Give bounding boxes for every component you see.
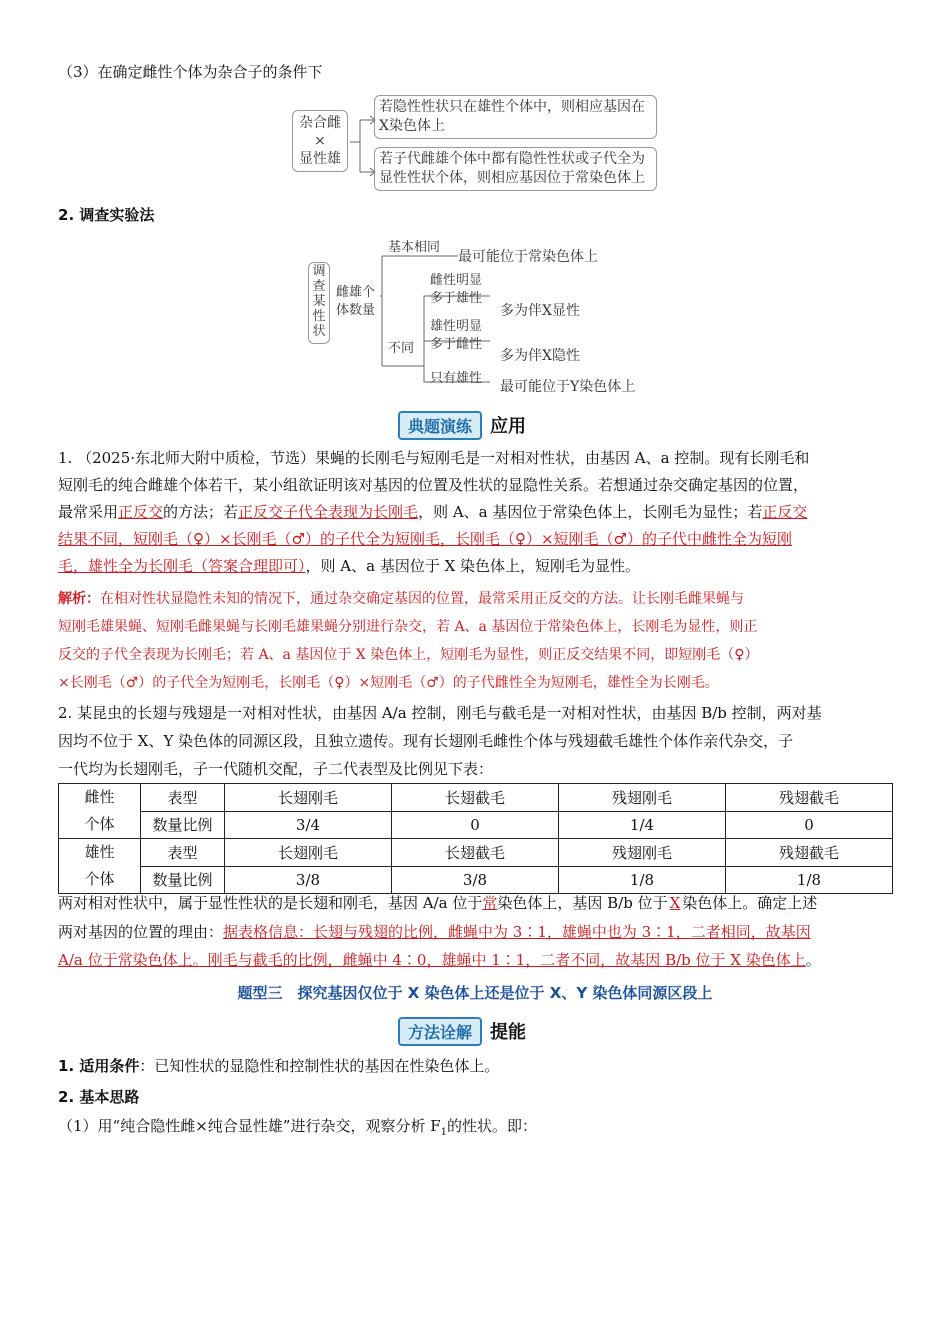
- analysis-line-2: 短刚毛雄果蝇、短刚毛雌果蝇与长刚毛雄果蝇分别进行杂交，若 A、a 基因位于常染色体上，长刚毛为显性，则正: [58, 619, 758, 635]
- female-header-2: 个体: [84, 815, 115, 833]
- ratio-label: 数量比例: [141, 866, 225, 894]
- table-cell: 3/4: [225, 811, 392, 839]
- answer-blank: A/a 位于常染色体上。刚毛与截毛的比例，雌蝇中 4∶0，雄蝇中 1∶1，二者不同，故基因 B/b 位于 X 染色体上: [58, 951, 806, 969]
- branch1-result: 多为伴X显性: [500, 303, 580, 319]
- q1-l5-text: ，则 A、a 基因位于 X 染色体上，短刚毛为显性。: [305, 557, 641, 575]
- survey-char-1: 调: [312, 264, 326, 279]
- s2p1-sub: 1: [440, 1127, 448, 1138]
- male-header-2: 个体: [84, 870, 115, 888]
- s2p1-text: 的性状。即：: [447, 1117, 538, 1135]
- result-top-line-2: X染色体上: [379, 118, 445, 134]
- q1-l3-text: 最常采用: [58, 503, 119, 521]
- male-header-1: 雄性: [84, 843, 115, 861]
- table-row: [59, 866, 893, 894]
- branch2-result: 多为伴X隐性: [500, 348, 580, 364]
- type3-title: 题型三 探究基因仅位于 X 染色体上还是位于 X、Y 染色体同源区段上: [237, 984, 713, 1002]
- q2-line-3: 一代均为长翅刚毛，子一代随机交配，子二代表型及比例见下表：: [58, 760, 494, 778]
- analysis-label: 解析：: [58, 591, 100, 607]
- q2-ans-text: 染色体上，基因 B/b 位于: [497, 894, 668, 912]
- same-label: 基本相同: [388, 240, 441, 255]
- s1-text: ：已知性状的显隐性和控制性状的基因在性染色体上。: [139, 1057, 500, 1075]
- same-result: 最可能位于常染色体上: [458, 249, 598, 265]
- answer-blank: 常: [482, 894, 498, 912]
- survey-char-5: 状: [312, 324, 326, 339]
- count-label-1: 雌雄个: [336, 285, 376, 300]
- s1-num: 1: [58, 1057, 69, 1075]
- q2-ans-text: 。: [805, 951, 821, 969]
- s2p1-text: （1）用“纯合隐性雌×纯合显性雄”进行杂交，观察分析 F: [58, 1117, 441, 1135]
- table-cell: 1/4: [559, 811, 726, 839]
- q1-line-4: 结果不同，短刚毛（♀）×长刚毛（♂）的子代全为短刚毛，长刚毛（♀）×短刚毛（♂）的子代中雌性全为短刚: [58, 530, 792, 548]
- q2-ans-text: 染色体上。确定上述: [682, 894, 818, 912]
- q2-line-1: 2. 某昆虫的长翅与残翅是一对相对性状，由基因 A/a 控制，刚毛与截毛是一对相对性状，由基因 B/b 控制，两对基: [58, 704, 822, 722]
- section2-title: 调查实验法: [79, 206, 155, 224]
- table-row: [59, 784, 893, 812]
- part3-heading: （3）在确定雌性个体为杂合子的条件下: [58, 63, 323, 81]
- q2-ans-text: 两对基因的位置的理由：: [58, 923, 224, 941]
- s2-num: 2: [58, 1088, 69, 1106]
- banner-application: [398, 410, 526, 440]
- q2-ans-line-1: [58, 893, 893, 913]
- answer-blank: 正反交: [762, 503, 808, 521]
- section2-num: 2: [58, 206, 69, 224]
- ratio-label: 数量比例: [141, 811, 225, 839]
- banner-method: [398, 1016, 526, 1046]
- survey-char-3: 某: [312, 294, 326, 309]
- banner-pill: 方法诠解: [398, 1017, 482, 1046]
- q2-ans-text: 两对相对性状中，属于显性性状的是长翅和刚毛，基因 A/a 位于: [58, 894, 483, 912]
- branch1-label: [430, 272, 482, 308]
- count-label-2: 体数量: [336, 303, 376, 318]
- branch3-label: 只有雄性: [430, 371, 483, 386]
- answer-blank: 正反交: [118, 503, 164, 521]
- branch2-label: [430, 318, 482, 354]
- pheno-label: 表型: [141, 784, 225, 812]
- cross-line-2: ×: [314, 133, 326, 149]
- table-row: [59, 839, 893, 867]
- result-bottom-line-1: 若子代雌雄个体中都有隐性性状或子代全为: [379, 151, 645, 167]
- q1-line-3: [58, 502, 893, 522]
- banner-after: 提能: [490, 1022, 527, 1043]
- female-header-1: 雌性: [84, 788, 115, 806]
- banner-after: 应用: [490, 416, 527, 437]
- branch2-label-1: 雄性明显: [430, 319, 483, 334]
- cross-box: [292, 110, 348, 172]
- table-cell: 长翅截毛: [392, 839, 559, 867]
- answer-blank: 据表格信息：长翅与残翅的比例，雌蝇中为 3∶1，雄蝇中也为 3∶1，二者相同，故基因: [223, 923, 811, 941]
- q1-l3-text: ，则 A、a 基因位于常染色体上，长刚毛为显性；若: [418, 503, 763, 521]
- table-cell: 残翅刚毛: [559, 784, 726, 812]
- answer-blank: X: [669, 894, 681, 912]
- q1-line-5: [58, 556, 893, 576]
- q1-line-1: 1. （2025·东北师大附中质检，节选）果蝇的长刚毛与短刚毛是一对相对性状，由基因 A、a 控制。现有长刚毛和: [58, 449, 810, 467]
- analysis-text: 在相对性状显隐性未知的情况下，通过杂交确定基因的位置，最常采用正反交的方法。让长刚毛雌果蝇与: [100, 591, 744, 607]
- survey-box: [308, 262, 330, 344]
- result-top-line-1: 若隐性性状只在雄性个体中，则相应基因在: [379, 99, 645, 115]
- result-box-bottom: [374, 147, 657, 191]
- phenotype-table: [58, 783, 893, 894]
- answer-blank: 正反交子代全表现为长刚毛: [238, 503, 419, 521]
- q2-ans-line-3: [58, 950, 893, 970]
- branch3-result: 最可能位于Y染色体上: [500, 379, 636, 395]
- s2-title: 基本思路: [79, 1088, 140, 1106]
- male-header: [59, 839, 141, 894]
- table-cell: 长翅截毛: [392, 784, 559, 812]
- table-cell: 1/8: [559, 866, 726, 894]
- applicable-conditions: 1. 适用条件：已知性状的显隐性和控制性状的基因在性染色体上。: [58, 1057, 500, 1075]
- analysis-line-1: [58, 589, 893, 609]
- analysis-line-4: ×长刚毛（♂）的子代全为短刚毛，长刚毛（♀）×短刚毛（♂）的子代雌性全为短刚毛，雄性全为长刚毛。: [58, 675, 719, 691]
- cross-line-1: 杂合雌: [299, 115, 341, 131]
- s2-para-1: [58, 1116, 893, 1143]
- table-cell: 长翅刚毛: [225, 839, 392, 867]
- table-cell: 残翅截毛: [726, 839, 893, 867]
- female-header: [59, 784, 141, 839]
- table-cell: 3/8: [392, 866, 559, 894]
- q1-line-2: 短刚毛的纯合雌雄个体若干，某小组欲证明该对基因的位置及性状的显隐性关系。若想通过杂交确定基因的位置，: [58, 476, 809, 494]
- table-cell: 0: [392, 811, 559, 839]
- table-cell: 0: [726, 811, 893, 839]
- table-cell: 3/8: [225, 866, 392, 894]
- q2-ans-line-2: [58, 922, 893, 942]
- survey-char-2: 查: [312, 279, 326, 294]
- s1-title: 适用条件: [79, 1057, 140, 1075]
- q2-line-2: 因均不位于 X、Y 染色体的同源区段，且独立遗传。现有长翅刚毛雌性个体与残翅截毛雄性个体作亲代杂交，子: [58, 732, 794, 750]
- result-box-top: [374, 95, 657, 139]
- q1-l3-text: 的方法；若: [163, 503, 239, 521]
- branch2-label-2: 多于雌性: [430, 337, 483, 352]
- diff-label: 不同: [388, 341, 415, 356]
- table-cell: 1/8: [726, 866, 893, 894]
- answer-blank: 毛，雄性全为长刚毛（答案合理即可）: [58, 557, 306, 575]
- table-cell: 残翅刚毛: [559, 839, 726, 867]
- survey-char-4: 性: [312, 309, 326, 324]
- table-row: [59, 811, 893, 839]
- table-cell: 残翅截毛: [726, 784, 893, 812]
- branch1-label-1: 雌性明显: [430, 273, 483, 288]
- basic-idea-heading: 2. 基本思路: [58, 1088, 140, 1106]
- banner-pill: 典题演练: [398, 411, 482, 440]
- branch1-label-2: 多于雄性: [430, 291, 483, 306]
- table-cell: 长翅刚毛: [225, 784, 392, 812]
- result-bottom-line-2: 显性性状个体，则相应基因位于常染色体上: [379, 170, 645, 186]
- analysis-line-3: 反交的子代全表现为长刚毛；若 A、a 基因位于 X 染色体上，短刚毛为显性，则正反交结果不同，即短刚毛（♀）: [58, 647, 759, 663]
- cross-line-3: 显性雄: [299, 151, 341, 167]
- pheno-label: 表型: [141, 839, 225, 867]
- section2-heading: 2. 调查实验法: [58, 206, 155, 224]
